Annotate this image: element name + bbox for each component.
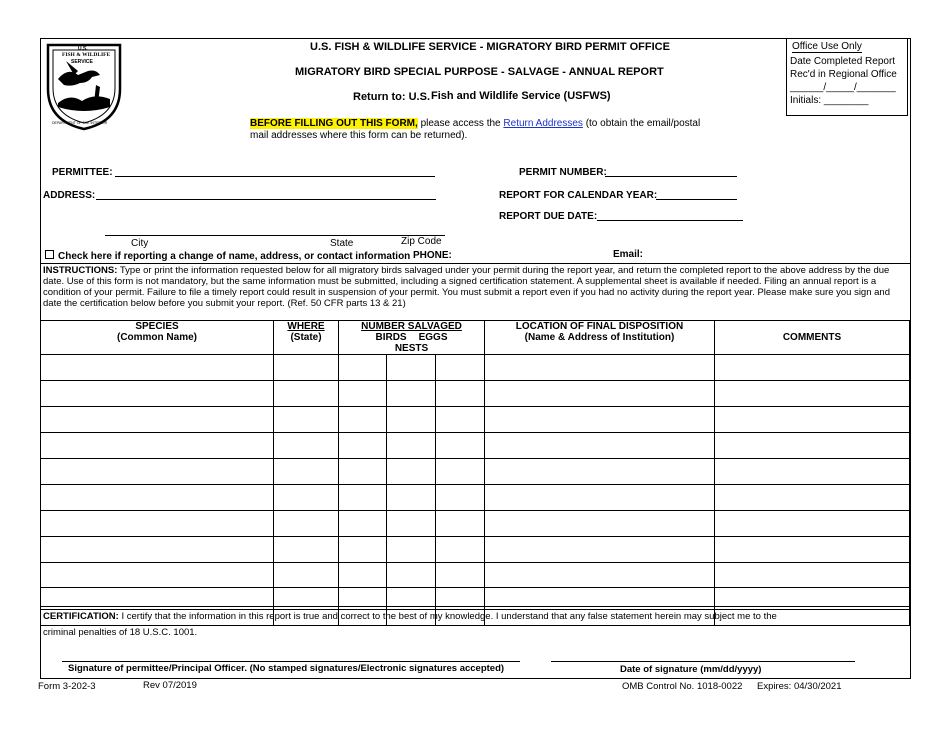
table-cell[interactable] — [436, 563, 485, 588]
table-cell[interactable] — [41, 537, 274, 563]
access-text: please access the — [420, 118, 501, 129]
table-row — [41, 355, 910, 381]
office-use-line4: Initials: ________ — [790, 95, 869, 106]
table-cell[interactable] — [436, 433, 485, 459]
permittee-label: PERMITTEE: — [52, 167, 113, 178]
table-cell[interactable] — [274, 381, 339, 407]
access-text-3: mail addresses where this form can be returned). — [250, 130, 468, 141]
table-cell[interactable] — [339, 588, 387, 607]
instructions-top-rule — [40, 263, 910, 264]
email-label: Email: — [613, 249, 644, 260]
date-signature-label: Date of signature (mm/dd/yyyy) — [620, 664, 762, 675]
table-cell[interactable] — [436, 485, 485, 511]
signature-label: Signature of permittee/Principal Officer. (No stamped signatures/Electronic signatures accepted) — [68, 663, 505, 674]
office-use-line3: ______/_____/_______ — [790, 82, 896, 93]
table-cell[interactable] — [715, 537, 910, 563]
city-label: City — [131, 238, 149, 249]
number-salvaged-header: NUMBER SALVAGED BIRDS EGGS NESTS — [339, 321, 485, 355]
table-cell[interactable] — [436, 511, 485, 537]
birds-header: BIRDS — [375, 332, 407, 343]
location-header: LOCATION OF FINAL DISPOSITION (Name & Address of Institution) — [485, 321, 715, 355]
comments-header: COMMENTS — [715, 321, 910, 355]
table-cell[interactable] — [41, 485, 274, 511]
table-cell[interactable] — [387, 355, 436, 381]
table-cell[interactable] — [715, 433, 910, 459]
table-cell[interactable] — [485, 407, 715, 433]
table-cell[interactable] — [339, 459, 387, 485]
table-cell[interactable] — [41, 355, 274, 381]
table-cell[interactable] — [41, 381, 274, 407]
table-cell[interactable] — [485, 355, 715, 381]
table-cell[interactable] — [339, 381, 387, 407]
permittee-field[interactable] — [115, 176, 435, 177]
table-cell[interactable] — [436, 537, 485, 563]
table-row — [41, 588, 910, 607]
table-cell[interactable] — [436, 355, 485, 381]
table-row — [41, 485, 910, 511]
change-checkbox[interactable] — [45, 250, 54, 259]
table-cell[interactable] — [339, 537, 387, 563]
table-cell[interactable] — [436, 407, 485, 433]
table-cell[interactable] — [274, 485, 339, 511]
instructions-block — [43, 265, 905, 309]
table-cell[interactable] — [41, 407, 274, 433]
table-cell[interactable] — [41, 433, 274, 459]
certification-label: CERTIFICATION: — [43, 611, 119, 622]
table-cell[interactable] — [387, 407, 436, 433]
due-date-field[interactable] — [597, 220, 743, 221]
return-addresses-link[interactable]: Return Addresses — [503, 118, 583, 129]
nests-header: NESTS — [394, 343, 429, 354]
table-cell[interactable] — [715, 381, 910, 407]
phone-label: PHONE: — [413, 250, 452, 261]
table-cell[interactable] — [485, 381, 715, 407]
table-cell[interactable] — [274, 355, 339, 381]
table-cell[interactable] — [436, 459, 485, 485]
permit-number-field[interactable] — [605, 176, 737, 177]
address-field-2[interactable] — [105, 235, 445, 236]
table-row — [41, 511, 910, 537]
revision: Rev 07/2019 — [143, 680, 197, 691]
report-year-field[interactable] — [656, 199, 737, 200]
zip-label: Zip Code — [401, 236, 442, 247]
eggs-header: EGGS — [418, 332, 448, 343]
table-cell[interactable] — [715, 511, 910, 537]
table-cell[interactable] — [485, 588, 715, 607]
table-row — [41, 381, 910, 407]
table-cell[interactable] — [485, 459, 715, 485]
certification-text-block — [43, 611, 903, 639]
table-cell[interactable] — [387, 433, 436, 459]
table-cell[interactable] — [339, 485, 387, 511]
table-cell[interactable] — [715, 563, 910, 588]
office-use-line1: Date Completed Report — [790, 56, 896, 67]
form-number: Form 3-202-3 — [38, 681, 96, 692]
table-cell[interactable] — [485, 511, 715, 537]
report-year-label: REPORT FOR CALENDAR YEAR: — [499, 190, 658, 201]
table-cell[interactable] — [387, 459, 436, 485]
address-field[interactable] — [96, 199, 436, 200]
address-label: ADDRESS: — [43, 190, 96, 201]
due-date-label: REPORT DUE DATE: — [499, 211, 598, 222]
table-cell[interactable] — [274, 588, 339, 607]
table-cell[interactable] — [485, 433, 715, 459]
certification-text: I certify that the information in this report is true and correct to the best of my knowledge. I understand that any false statement herein may subject me to the — [121, 611, 777, 622]
table-cell[interactable] — [41, 459, 274, 485]
table-cell[interactable] — [339, 511, 387, 537]
office-use-box — [786, 38, 908, 116]
logo-text-1: U.S. — [78, 46, 88, 52]
table-cell[interactable] — [387, 537, 436, 563]
table-cell[interactable] — [436, 588, 485, 607]
table-cell[interactable] — [715, 355, 910, 381]
table-row — [41, 537, 910, 563]
table-row — [41, 407, 910, 433]
table-cell[interactable] — [387, 511, 436, 537]
office-use-line2: Rec'd in Regional Office — [790, 69, 897, 80]
table-cell[interactable] — [715, 459, 910, 485]
table-cell[interactable] — [485, 485, 715, 511]
change-checkbox-label: Check here if reporting a change of name, address, or contact information — [58, 251, 411, 262]
certification-text-2: criminal penalties of 18 U.S.C. 1001. — [43, 627, 198, 638]
omb-control: OMB Control No. 1018-0022 — [622, 681, 743, 692]
table-cell[interactable] — [274, 407, 339, 433]
table-cell[interactable] — [715, 588, 910, 607]
return-to-value: Fish and Wildlife Service (USFWS) — [431, 90, 611, 102]
table-cell[interactable] — [485, 563, 715, 588]
table-cell[interactable] — [274, 563, 339, 588]
table-cell[interactable] — [41, 511, 274, 537]
usfws-logo — [44, 41, 124, 131]
table-cell[interactable] — [274, 511, 339, 537]
where-header: WHERE (State) — [274, 321, 339, 355]
access-text-2: (to obtain the email/postal — [585, 118, 701, 129]
table-cell[interactable] — [339, 407, 387, 433]
table-cell[interactable] — [387, 485, 436, 511]
table-cell[interactable] — [485, 537, 715, 563]
table-cell[interactable] — [387, 588, 436, 607]
return-to-label: Return to: U.S. — [353, 91, 430, 103]
logo-text-3: SERVICE — [71, 59, 93, 65]
office-use-title: Office Use Only — [792, 41, 862, 52]
table-row — [41, 563, 910, 588]
report-title: MIGRATORY BIRD SPECIAL PURPOSE - SALVAGE - ANNUAL REPORT — [295, 66, 664, 78]
before-filling-label: BEFORE FILLING OUT THIS FORM, — [250, 118, 418, 129]
table-cell[interactable] — [41, 588, 274, 607]
table-cell[interactable] — [339, 433, 387, 459]
expires: Expires: 04/30/2021 — [757, 681, 842, 692]
signature-line[interactable] — [62, 661, 520, 662]
instructions-label: INSTRUCTIONS: — [43, 265, 118, 276]
instructions-text: Type or print the information requested below for all migratory birds salvaged under your permit during the report year, and return the completed report to the above address by the due date. Use of this form is not mandatory, but the same information must be submitted, including a signed certification statement. A supplemental sheet is available if needed. Filing an annual report is a condition of your permit. Failure to file a timely report could result in suspension of your permit. You must submit a report even if you had no activity during the report year. Please make sure you sign and date the certification below before you submit your report. (Ref. 50 CFR parts 13 & 21) — [43, 265, 890, 309]
salvage-table — [40, 320, 910, 626]
date-signature-line[interactable] — [551, 661, 855, 662]
state-label: State — [330, 238, 354, 249]
logo-text-2: FISH & WILDLIFE — [62, 52, 111, 58]
table-cell[interactable] — [715, 407, 910, 433]
table-cell[interactable] — [274, 433, 339, 459]
logo-ring-text: DEPARTMENT OF THE INTERIOR — [52, 121, 108, 125]
table-cell[interactable] — [715, 485, 910, 511]
agency-title: U.S. FISH & WILDLIFE SERVICE - MIGRATORY BIRD PERMIT OFFICE — [310, 41, 670, 53]
table-row — [41, 433, 910, 459]
table-cell[interactable] — [387, 563, 436, 588]
table-cell[interactable] — [274, 537, 339, 563]
species-header: SPECIES (Common Name) — [41, 321, 274, 355]
table-cell[interactable] — [339, 563, 387, 588]
table-cell[interactable] — [274, 459, 339, 485]
table-row — [41, 459, 910, 485]
change-info-row — [45, 250, 410, 262]
table-cell[interactable] — [339, 355, 387, 381]
table-cell[interactable] — [436, 381, 485, 407]
permit-number-label: PERMIT NUMBER: — [519, 167, 607, 178]
before-filling-block — [250, 118, 710, 142]
table-cell[interactable] — [41, 563, 274, 588]
table-cell[interactable] — [387, 381, 436, 407]
